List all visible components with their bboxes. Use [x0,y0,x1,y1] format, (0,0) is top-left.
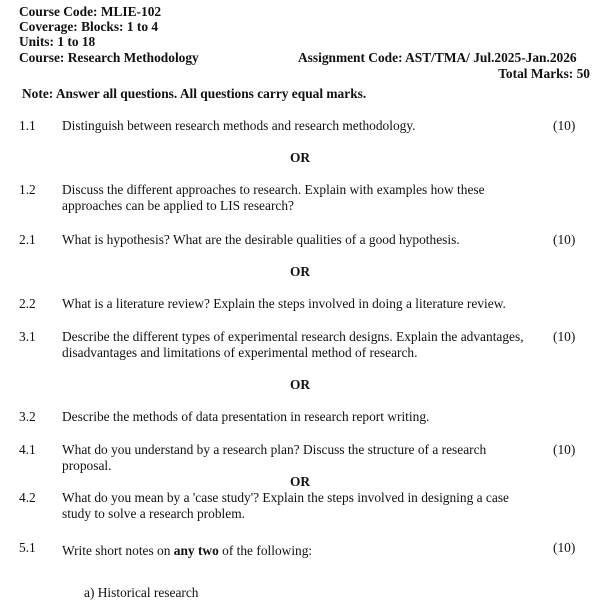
question-number: 2.1 [19,232,36,247]
question-marks: (10) [553,540,576,555]
question-marks: (10) [553,118,576,133]
question-text: What do you mean by a 'case study'? Explain the steps involved in designing a case study to solve a research problem. [62,490,509,521]
sub-item: a) Historical research [84,585,199,600]
question-text: Discuss the different approaches to research. Explain with examples how these approaches can be applied to LIS research? [62,182,485,213]
question-text: Describe the methods of data presentation in research report writing. [62,409,430,424]
question-text: Distinguish between research methods and research methodology. [62,118,416,133]
question-number: 2.2 [19,296,36,311]
question-text [62,543,540,559]
units: Units: 1 to 18 [19,34,96,49]
question-number: 5.1 [19,540,36,555]
question-marks: (10) [553,329,576,344]
coverage: Coverage: Blocks: 1 to 4 [19,19,159,34]
total-marks: Total Marks: 50 [498,66,590,81]
question-text-part: Write short notes on [62,543,174,558]
or-separator: OR [289,474,311,489]
or-separator: OR [289,377,311,392]
question-number: 3.2 [19,409,36,424]
instructions-note: Note: Answer all questions. All questions carry equal marks. [22,86,367,101]
question-number: 3.1 [19,329,36,344]
question-text: Describe the different types of experimental research designs. Explain the advantages, disadvantages and limitations of experimental method of research. [62,329,524,360]
or-separator: OR [289,150,311,165]
or-separator: OR [289,264,311,279]
question-text: What is hypothesis? What are the desirable qualities of a good hypothesis. [62,232,460,247]
course-name: Course: Research Methodology [19,50,199,65]
question-number: 4.1 [19,442,36,457]
question-marks: (10) [553,442,576,457]
question-text-part: of the following: [218,543,313,558]
assignment-code: Assignment Code: AST/TMA/ Jul.2025-Jan.2026 [298,50,577,65]
course-code: Course Code: MLIE-102 [19,4,162,19]
question-marks: (10) [553,232,576,247]
question-text: What do you understand by a research plan? Discuss the structure of a research proposal. [62,442,487,473]
question-text: What is a literature review? Explain the steps involved in doing a literature review. [62,296,506,311]
question-number: 1.2 [19,182,36,197]
question-text-emphasis: any two [173,543,219,558]
question-number: 1.1 [19,118,36,133]
question-number: 4.2 [19,490,36,505]
